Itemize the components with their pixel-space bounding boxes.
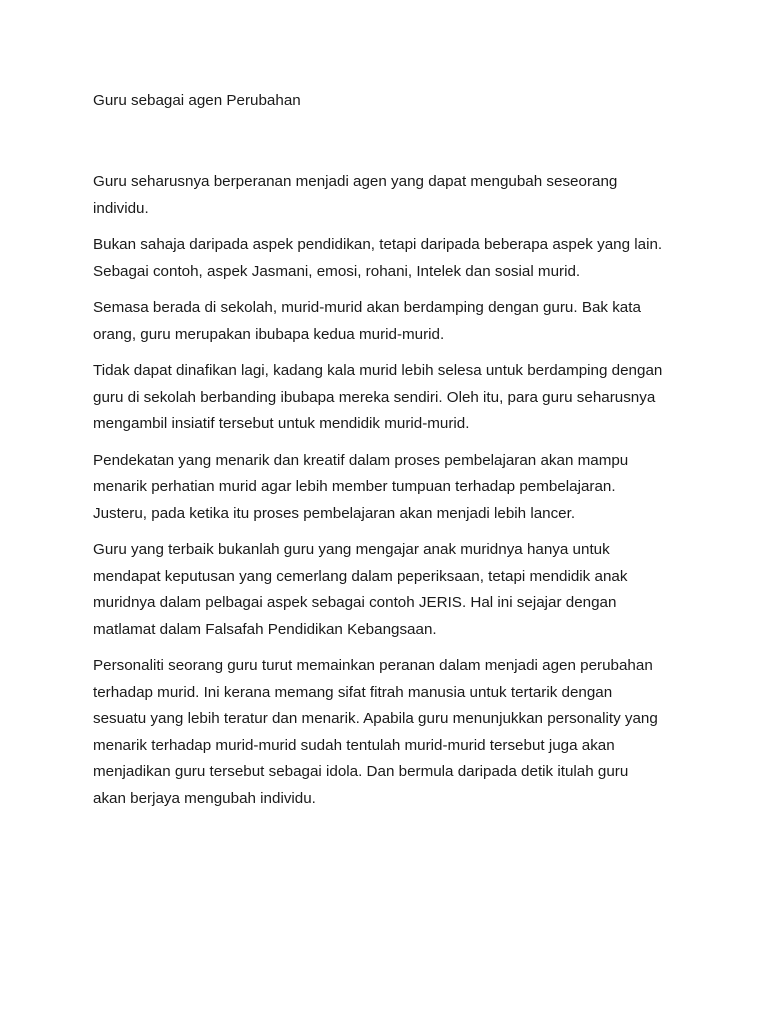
paragraph: [93, 232, 713, 285]
text-line: Personaliti seorang guru turut memainkan peranan dalam menjadi agen perubahan: [93, 657, 653, 674]
document-title: Guru sebagai agen Perubahan: [93, 92, 301, 109]
text-line: mengambil insiatif tersebut untuk mendidik murid-murid.: [93, 415, 470, 432]
text-line: menarik terhadap murid-murid sudah tentulah murid-murid tersebut juga akan: [93, 736, 615, 754]
text-line: Semasa berada di sekolah, murid-murid akan berdamping dengan guru. Bak kata: [93, 299, 641, 316]
text-line: akan berjaya mengubah individu.: [93, 789, 316, 807]
text-line: muridnya dalam pelbagai aspek sebagai contoh JERIS. Hal ini sejajar dengan: [93, 594, 617, 611]
text-line: Guru yang terbaik bukanlah guru yang mengajar anak muridnya hanya untuk: [93, 541, 610, 558]
text-line: Sebagai contoh, aspek Jasmani, emosi, rohani, Intelek dan sosial murid.: [93, 262, 581, 280]
paragraph: [93, 448, 713, 528]
paragraph: [93, 653, 713, 812]
text-line: guru di sekolah berbanding ibubapa mereka sendiri. Oleh itu, para guru seharusnya: [93, 388, 656, 406]
text-line: Tidak dapat dinafikan lagi, kadang kala murid lebih selesa untuk berdamping dengan: [93, 362, 663, 379]
text-line: matlamat dalam Falsafah Pendidikan Kebangsaan.: [93, 620, 437, 638]
document-body: [93, 169, 713, 812]
text-line: menarik perhatian murid agar lebih member tumpuan terhadap pembelajaran.: [93, 478, 616, 495]
text-line: mendapat keputusan yang cemerlang dalam peperiksaan, tetapi mendidik anak: [93, 567, 628, 585]
text-line: Justeru, pada ketika itu proses pembelajaran akan menjadi lebih lancer.: [93, 504, 576, 522]
text-line: Pendekatan yang menarik dan kreatif dalam proses pembelajaran akan mampu: [93, 451, 629, 469]
text-line: individu.: [93, 199, 149, 217]
text-line: orang, guru merupakan ibubapa kedua murid-murid.: [93, 325, 445, 343]
text-line: sesuatu yang lebih teratur dan menarik. Apabila guru menunjukkan personality yang: [93, 710, 658, 727]
paragraph: [93, 169, 713, 222]
document-page: [93, 88, 713, 822]
text-line: Guru seharusnya berperanan menjadi agen yang dapat mengubah seseorang: [93, 173, 618, 190]
text-line: terhadap murid. Ini kerana memang sifat fitrah manusia untuk tertarik dengan: [93, 683, 613, 701]
text-line: Bukan sahaja daripada aspek pendidikan, tetapi daripada beberapa aspek yang lain.: [93, 236, 663, 253]
paragraph: [93, 537, 713, 643]
paragraph: [93, 358, 713, 438]
text-line: menjadikan guru tersebut sebagai idola. Dan bermula daripada detik itulah guru: [93, 763, 629, 780]
paragraph: [93, 295, 713, 348]
